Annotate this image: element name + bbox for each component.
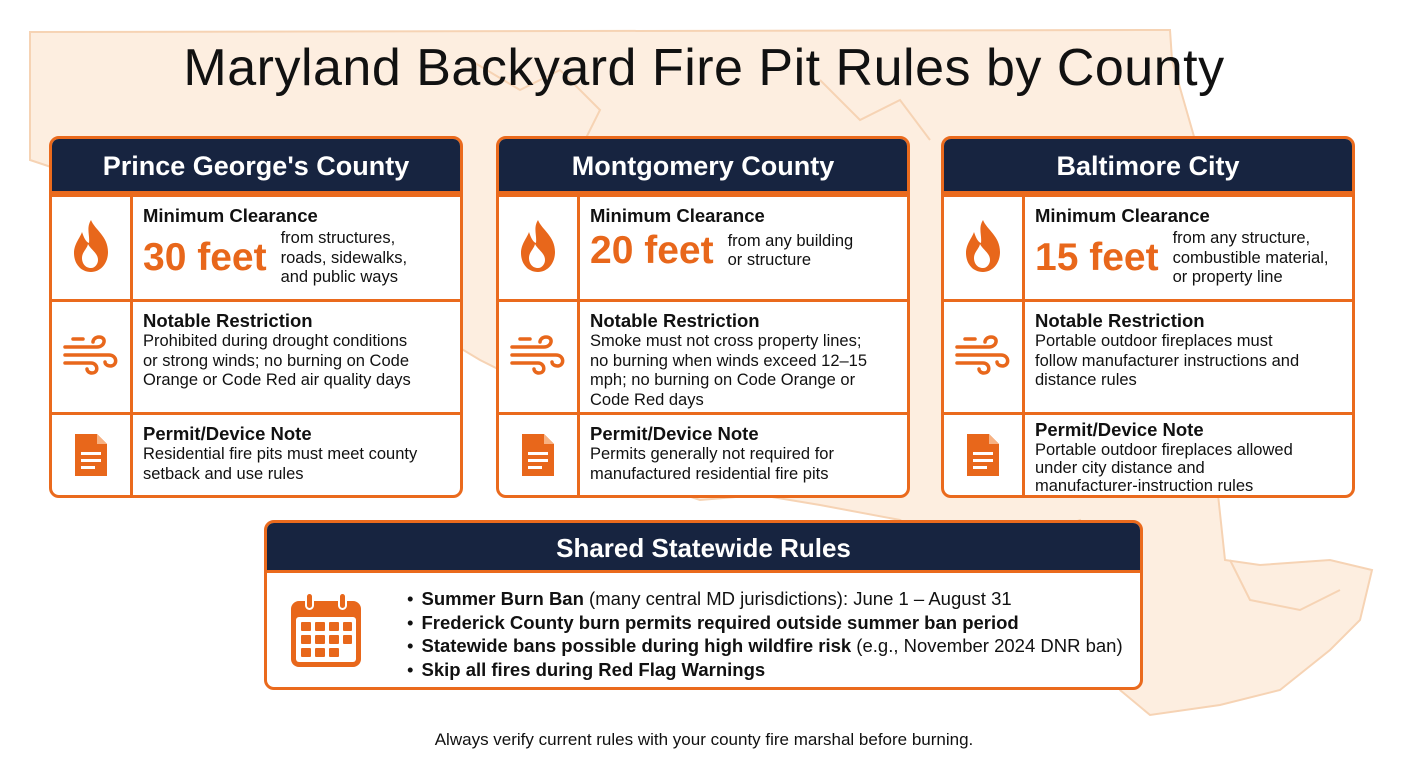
clearance-row (499, 194, 907, 299)
clearance-label: Minimum Clearance (590, 205, 765, 226)
shared-rules-list (385, 573, 1123, 681)
permit-label: Permit/Device Note (1035, 419, 1204, 440)
restriction-row (52, 299, 460, 412)
card-title: Baltimore City (944, 139, 1352, 194)
shared-rules-card (264, 520, 1143, 690)
permit-row (52, 412, 460, 498)
clearance-value: 30 feet (143, 236, 267, 280)
calendar-icon (288, 591, 364, 676)
wind-icon (508, 333, 568, 382)
wind-icon (61, 333, 121, 382)
restriction-label: Notable Restriction (1035, 310, 1205, 331)
footer-note: Always verify current rules with your county fire marshal before burning. (434, 730, 974, 749)
clearance-desc: from structures, roads, sidewalks, and public ways (280, 229, 408, 286)
clearance-desc: from any structure, combustible material, or property line (1172, 229, 1329, 286)
restriction-text: Smoke must not cross property lines; no burning when winds exceed 12–15 mph; no burning on Code Orange or Code Red days (590, 332, 868, 409)
permit-text: Portable outdoor fireplaces allowed under city distance and manufacturer-instruction rules (1035, 441, 1293, 495)
county-card-baltimore-city (941, 136, 1355, 498)
permit-label: Permit/Device Note (143, 423, 312, 444)
list-item: • Summer Burn Ban (many central MD jurisdictions): June 1 – August 31 (407, 587, 1123, 611)
clearance-label: Minimum Clearance (143, 205, 318, 226)
wind-icon (953, 333, 1013, 382)
restriction-text: Portable outdoor fireplaces must follow manufacturer instructions and distance rules (1035, 332, 1300, 389)
flame-icon (515, 218, 561, 279)
document-icon (963, 430, 1003, 485)
restriction-row (944, 299, 1352, 412)
flame-icon (960, 218, 1006, 279)
document-icon (518, 430, 558, 485)
clearance-row (52, 194, 460, 299)
restriction-label: Notable Restriction (590, 310, 760, 331)
list-item: • Frederick County burn permits required outside summer ban period (407, 611, 1123, 635)
document-icon (71, 430, 111, 485)
card-title: Prince George's County (52, 139, 460, 194)
shared-rules-title: Shared Statewide Rules (267, 523, 1140, 573)
clearance-desc: from any building or structure (727, 231, 854, 269)
permit-row (499, 412, 907, 498)
card-title: Montgomery County (499, 139, 907, 194)
restriction-label: Notable Restriction (143, 310, 313, 331)
list-item: • Skip all fires during Red Flag Warnings (407, 658, 1123, 682)
permit-text: Residential fire pits must meet county setback and use rules (143, 445, 418, 483)
county-card-prince-georges (49, 136, 463, 498)
permit-text: Permits generally not required for manufactured residential fire pits (590, 445, 834, 483)
permit-label: Permit/Device Note (590, 423, 759, 444)
clearance-value: 20 feet (590, 229, 714, 272)
permit-row (944, 412, 1352, 498)
restriction-text: Prohibited during drought conditions or strong winds; no burning on Code Orange or Code Red air quality days (143, 332, 411, 389)
list-item: • Statewide bans possible during high wildfire risk (e.g., November 2024 DNR ban) (407, 634, 1123, 658)
clearance-value: 15 feet (1035, 236, 1159, 280)
clearance-row (944, 194, 1352, 299)
clearance-label: Minimum Clearance (1035, 205, 1210, 226)
flame-icon (68, 218, 114, 279)
restriction-row (499, 299, 907, 412)
county-card-montgomery (496, 136, 910, 498)
page-title: Maryland Backyard Fire Pit Rules by County (183, 39, 1225, 97)
